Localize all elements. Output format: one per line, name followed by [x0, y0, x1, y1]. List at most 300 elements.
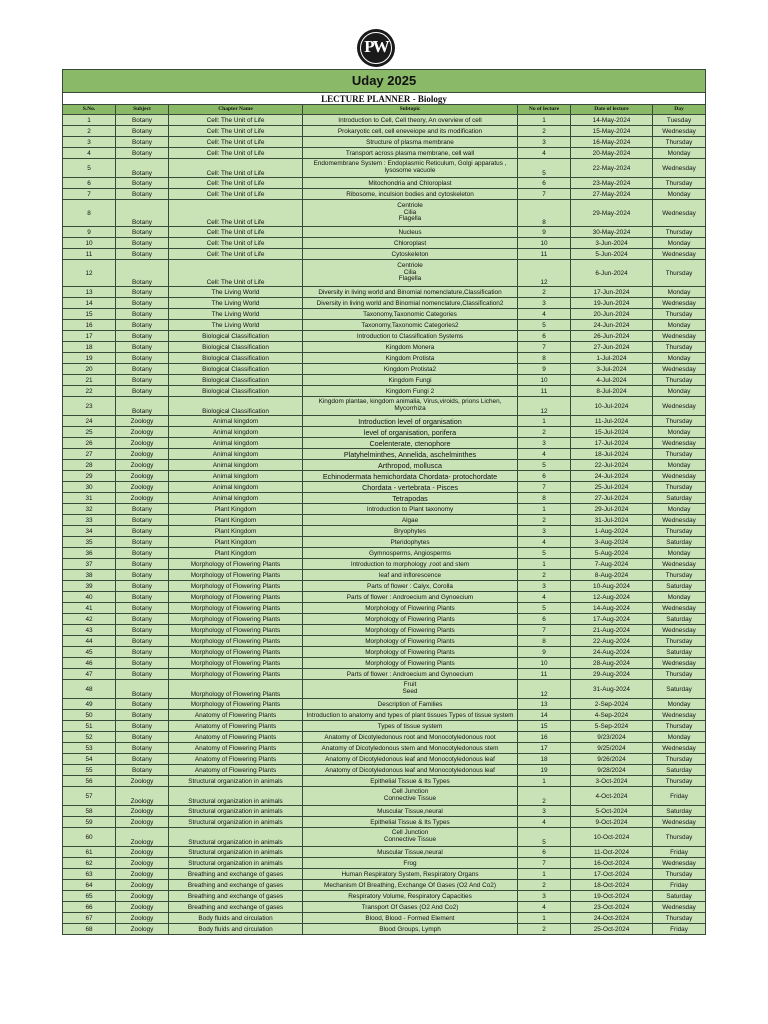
cell-subject: Botany: [116, 397, 169, 416]
cell-lecture-count: 3: [518, 526, 571, 537]
cell-sno: 24: [63, 416, 116, 427]
table-row: [63, 200, 706, 227]
cell-day: Monday: [653, 287, 706, 298]
cell-subject: Zoology: [116, 880, 169, 891]
cell-lecture-count: 4: [518, 902, 571, 913]
cell-lecture-count: 14: [518, 710, 571, 721]
cell-date: 22-Jul-2024: [571, 460, 653, 471]
subtopic-line: Human Respiratory System, Respiratory Organs: [341, 870, 479, 878]
cell-lecture-count: 6: [518, 471, 571, 482]
cell-subtopic: [303, 364, 518, 375]
cell-sno: 25: [63, 427, 116, 438]
cell-subject: Zoology: [116, 460, 169, 471]
cell-date: 9/25/2024: [571, 743, 653, 754]
cell-chapter: Biological Classification: [169, 397, 303, 416]
column-header-sno: S.No.: [63, 105, 116, 115]
cell-subtopic: [303, 159, 518, 178]
cell-chapter: Anatomy of Flowering Plants: [169, 754, 303, 765]
subtopic-line: Connective Tissue: [383, 836, 437, 843]
cell-lecture-count: 10: [518, 658, 571, 669]
cell-day: Wednesday: [653, 200, 706, 227]
cell-sno: 4: [63, 148, 116, 159]
cell-chapter: Structural organization in animals: [169, 817, 303, 828]
cell-sno: 30: [63, 482, 116, 493]
cell-chapter: Cell: The Unit of Life: [169, 260, 303, 287]
column-header-day: Day: [653, 105, 706, 115]
table-row: [63, 438, 706, 449]
cell-day: Monday: [653, 353, 706, 364]
cell-lecture-count: 15: [518, 721, 571, 732]
cell-chapter: Animal kingdom: [169, 460, 303, 471]
cell-chapter: Morphology of Flowering Plants: [169, 636, 303, 647]
cell-subtopic: [303, 754, 518, 765]
cell-subtopic: [303, 847, 518, 858]
cell-chapter: Cell: The Unit of Life: [169, 115, 303, 126]
subtopic-line: Morphology of Flowering Plants: [365, 626, 455, 634]
cell-chapter: Breathing and exchange of gases: [169, 869, 303, 880]
cell-lecture-count: 2: [518, 287, 571, 298]
cell-chapter: Structural organization in animals: [169, 776, 303, 787]
cell-sno: 67: [63, 913, 116, 924]
subtopic-line: Ribosome, inculsion bodies and cytoskeleton: [346, 190, 474, 198]
cell-subject: Botany: [116, 287, 169, 298]
cell-subtopic: [303, 137, 518, 148]
cell-subject: Botany: [116, 614, 169, 625]
cell-sno: 38: [63, 570, 116, 581]
cell-sno: 40: [63, 592, 116, 603]
cell-chapter: Cell: The Unit of Life: [169, 137, 303, 148]
cell-subtopic: [303, 787, 518, 806]
subtopic-line: Cilia: [403, 208, 417, 216]
cell-subtopic: [303, 880, 518, 891]
cell-subject: Zoology: [116, 869, 169, 880]
cell-day: Wednesday: [653, 126, 706, 137]
subtopic-line: Introduction to Classification Systems: [356, 332, 464, 340]
cell-lecture-count: 5: [518, 159, 571, 178]
cell-date: 31-Jul-2024: [571, 515, 653, 526]
cell-subtopic: [303, 375, 518, 386]
table-row: [63, 148, 706, 159]
cell-chapter: Anatomy of Flowering Plants: [169, 765, 303, 776]
cell-subtopic: [303, 115, 518, 126]
table-row: [63, 658, 706, 669]
cell-subtopic: [303, 342, 518, 353]
cell-date: 24-Aug-2024: [571, 647, 653, 658]
table-row: [63, 902, 706, 913]
table-row: [63, 754, 706, 765]
subtopic-line: Mycorrhiza: [394, 405, 426, 412]
cell-subtopic: [303, 515, 518, 526]
cell-chapter: Morphology of Flowering Plants: [169, 647, 303, 658]
table-row: [63, 159, 706, 178]
cell-sno: 54: [63, 754, 116, 765]
cell-subtopic: [303, 309, 518, 320]
subtopic-line: Bryophytes: [394, 527, 426, 535]
cell-lecture-count: 6: [518, 847, 571, 858]
table-row: [63, 847, 706, 858]
cell-lecture-count: 7: [518, 342, 571, 353]
cell-chapter: Structural organization in animals: [169, 847, 303, 858]
cell-lecture-count: 1: [518, 504, 571, 515]
cell-sno: 56: [63, 776, 116, 787]
cell-subtopic: [303, 287, 518, 298]
cell-day: Thursday: [653, 342, 706, 353]
subtopic-line: Introduction level of organisation: [358, 416, 462, 426]
cell-lecture-count: 18: [518, 754, 571, 765]
table-row: [63, 680, 706, 699]
cell-lecture-count: 1: [518, 416, 571, 427]
cell-sno: 37: [63, 559, 116, 570]
table-row: [63, 891, 706, 902]
subtopic-line: Structure of plasma membrane: [366, 138, 454, 146]
cell-lecture-count: 2: [518, 570, 571, 581]
cell-chapter: Morphology of Flowering Plants: [169, 658, 303, 669]
cell-subject: Zoology: [116, 891, 169, 902]
cell-chapter: The Living World: [169, 298, 303, 309]
cell-subject: Botany: [116, 115, 169, 126]
cell-day: Monday: [653, 189, 706, 200]
cell-day: Thursday: [653, 260, 706, 287]
cell-lecture-count: 8: [518, 493, 571, 504]
subtopic-line: Tetrapodas: [392, 493, 428, 503]
cell-subject: Botany: [116, 732, 169, 743]
cell-date: 26-Jun-2024: [571, 331, 653, 342]
cell-sno: 61: [63, 847, 116, 858]
cell-date: 14-Aug-2024: [571, 603, 653, 614]
cell-date: 20-May-2024: [571, 148, 653, 159]
logo-text: PW: [364, 37, 388, 56]
cell-day: Wednesday: [653, 710, 706, 721]
cell-sno: 33: [63, 515, 116, 526]
subtopic-line: Taxonomy,Taxonomic Categories: [363, 310, 457, 318]
subtopic-line: Arthropod, mollusca: [378, 460, 442, 470]
cell-date: 14-May-2024: [571, 115, 653, 126]
subtopic-line: Fruit: [403, 681, 417, 689]
cell-date: 23-May-2024: [571, 178, 653, 189]
subtopic-line: Kingdom Protista2: [383, 365, 437, 373]
cell-subtopic: [303, 891, 518, 902]
cell-day: Thursday: [653, 669, 706, 680]
table-row: [63, 364, 706, 375]
cell-date: 17-Jun-2024: [571, 287, 653, 298]
cell-lecture-count: 3: [518, 438, 571, 449]
planner-title: Uday 2025: [63, 70, 706, 93]
cell-chapter: The Living World: [169, 287, 303, 298]
cell-subject: Botany: [116, 320, 169, 331]
cell-subject: Botany: [116, 592, 169, 603]
cell-date: 17-Jul-2024: [571, 438, 653, 449]
cell-sno: 66: [63, 902, 116, 913]
cell-day: Saturday: [653, 614, 706, 625]
cell-subtopic: [303, 924, 518, 935]
cell-subject: Botany: [116, 353, 169, 364]
cell-subtopic: [303, 625, 518, 636]
table-row: [63, 375, 706, 386]
cell-chapter: Morphology of Flowering Plants: [169, 669, 303, 680]
cell-day: Wednesday: [653, 817, 706, 828]
cell-sno: 6: [63, 178, 116, 189]
cell-day: Monday: [653, 148, 706, 159]
cell-date: 29-Aug-2024: [571, 669, 653, 680]
subtopic-line: Respiratory Volume, Respiratory Capacities: [348, 892, 472, 900]
table-row: [63, 126, 706, 137]
cell-subtopic: [303, 614, 518, 625]
cell-sno: 57: [63, 787, 116, 806]
subtopic-line: Diversity in living world and Binomial nomenclature,Classification2: [316, 299, 504, 307]
table-row: [63, 427, 706, 438]
cell-subtopic: [303, 238, 518, 249]
cell-sno: 48: [63, 680, 116, 699]
cell-day: Wednesday: [653, 438, 706, 449]
cell-chapter: Morphology of Flowering Plants: [169, 592, 303, 603]
cell-lecture-count: 3: [518, 891, 571, 902]
cell-subtopic: [303, 227, 518, 238]
cell-subtopic: [303, 647, 518, 658]
cell-subtopic: [303, 710, 518, 721]
cell-date: 28-Aug-2024: [571, 658, 653, 669]
cell-lecture-count: 3: [518, 137, 571, 148]
table-row: [63, 817, 706, 828]
cell-lecture-count: 7: [518, 189, 571, 200]
cell-subtopic: [303, 126, 518, 137]
cell-chapter: Breathing and exchange of gases: [169, 891, 303, 902]
cell-subject: Botany: [116, 178, 169, 189]
cell-chapter: Animal kingdom: [169, 427, 303, 438]
cell-subject: Botany: [116, 227, 169, 238]
cell-lecture-count: 7: [518, 858, 571, 869]
subtopic-line: Introduction to morphology ,root and stem: [350, 560, 470, 568]
cell-subtopic: [303, 765, 518, 776]
cell-date: 15-May-2024: [571, 126, 653, 137]
cell-chapter: Animal kingdom: [169, 438, 303, 449]
cell-date: 10-Oct-2024: [571, 828, 653, 847]
cell-chapter: Morphology of Flowering Plants: [169, 559, 303, 570]
cell-subtopic: [303, 680, 518, 699]
cell-date: 23-Oct-2024: [571, 902, 653, 913]
table-row: [63, 249, 706, 260]
subtopic-line: Kingdom Protista: [385, 354, 435, 362]
cell-lecture-count: 1: [518, 913, 571, 924]
cell-subject: Zoology: [116, 806, 169, 817]
cell-subject: Botany: [116, 260, 169, 287]
cell-subtopic: [303, 636, 518, 647]
cell-date: 5-Oct-2024: [571, 806, 653, 817]
cell-day: Wednesday: [653, 559, 706, 570]
cell-lecture-count: 17: [518, 743, 571, 754]
cell-chapter: Biological Classification: [169, 386, 303, 397]
subtopic-line: Blood, Blood - Formed Element: [365, 914, 455, 922]
cell-subject: Botany: [116, 603, 169, 614]
cell-chapter: Breathing and exchange of gases: [169, 880, 303, 891]
cell-subtopic: [303, 427, 518, 438]
subtopic-line: Anatomy of Dicotyledonous root and Monocotyledonous root: [324, 733, 496, 741]
cell-day: Thursday: [653, 721, 706, 732]
subtopic-line: Epithelial Tissue & Its Types: [370, 818, 450, 826]
cell-date: 29-May-2024: [571, 200, 653, 227]
cell-day: Wednesday: [653, 249, 706, 260]
table-row: [63, 331, 706, 342]
table-row: [63, 504, 706, 515]
cell-subtopic: [303, 386, 518, 397]
cell-subject: Botany: [116, 249, 169, 260]
cell-day: Thursday: [653, 375, 706, 386]
cell-date: 11-Jul-2024: [571, 416, 653, 427]
subtopic-line: Mechanism Of Breathing, Exchange Of Gases (O2 And Co2): [324, 881, 496, 889]
subtopic-line: Transport Of Gases (O2 And Co2): [361, 903, 459, 911]
cell-lecture-count: 10: [518, 375, 571, 386]
cell-day: Friday: [653, 847, 706, 858]
cell-chapter: Structural organization in animals: [169, 828, 303, 847]
cell-date: 9/28/2024: [571, 765, 653, 776]
subtopic-line: Echinodermata hemichordata Chordata- protochordate: [322, 471, 498, 481]
cell-sno: 7: [63, 189, 116, 200]
cell-chapter: Animal kingdom: [169, 482, 303, 493]
subtopic-line: leaf and inflorescence: [378, 571, 442, 579]
cell-lecture-count: 2: [518, 427, 571, 438]
cell-day: Monday: [653, 386, 706, 397]
cell-sno: 52: [63, 732, 116, 743]
cell-date: 3-Oct-2024: [571, 776, 653, 787]
cell-sno: 1: [63, 115, 116, 126]
cell-date: 2-Sep-2024: [571, 699, 653, 710]
cell-chapter: The Living World: [169, 309, 303, 320]
cell-day: Monday: [653, 504, 706, 515]
cell-chapter: Plant Kingdom: [169, 515, 303, 526]
table-row: [63, 559, 706, 570]
cell-chapter: Cell: The Unit of Life: [169, 249, 303, 260]
cell-sno: 5: [63, 159, 116, 178]
cell-day: Wednesday: [653, 625, 706, 636]
cell-subject: Botany: [116, 200, 169, 227]
table-row: [63, 581, 706, 592]
cell-chapter: Cell: The Unit of Life: [169, 148, 303, 159]
subtopic-line: Chloroplast: [393, 239, 427, 247]
subtopic-line: Chordata - vertebrata - Pisces: [362, 482, 458, 492]
cell-subject: Botany: [116, 647, 169, 658]
cell-sno: 16: [63, 320, 116, 331]
subtopic-line: Kingdom Monera: [385, 343, 435, 351]
cell-subject: Botany: [116, 159, 169, 178]
planner-subtitle: LECTURE PLANNER - Biology: [63, 93, 706, 105]
subtopic-line: Gymnosperms, Angiosperms: [368, 549, 452, 557]
cell-day: Wednesday: [653, 858, 706, 869]
cell-date: 12-Aug-2024: [571, 592, 653, 603]
cell-subtopic: [303, 828, 518, 847]
cell-subtopic: [303, 526, 518, 537]
cell-subject: Botany: [116, 386, 169, 397]
cell-sno: 31: [63, 493, 116, 504]
cell-sno: 60: [63, 828, 116, 847]
table-row: [63, 570, 706, 581]
cell-chapter: Animal kingdom: [169, 471, 303, 482]
cell-subtopic: [303, 200, 518, 227]
cell-subtopic: [303, 699, 518, 710]
table-row: [63, 806, 706, 817]
cell-subject: Botany: [116, 309, 169, 320]
subtopic-line: Description of Families: [377, 700, 443, 708]
cell-subject: Zoology: [116, 913, 169, 924]
cell-subtopic: [303, 603, 518, 614]
cell-lecture-count: 5: [518, 460, 571, 471]
cell-day: Monday: [653, 238, 706, 249]
subtopic-line: Connective Tissue: [383, 795, 437, 802]
cell-subtopic: [303, 460, 518, 471]
cell-date: 21-Aug-2024: [571, 625, 653, 636]
cell-lecture-count: 2: [518, 924, 571, 935]
cell-date: 19-Oct-2024: [571, 891, 653, 902]
cell-date: 1-Aug-2024: [571, 526, 653, 537]
cell-date: 7-Aug-2024: [571, 559, 653, 570]
cell-day: Thursday: [653, 570, 706, 581]
cell-date: 17-Oct-2024: [571, 869, 653, 880]
cell-day: Wednesday: [653, 471, 706, 482]
cell-day: Thursday: [653, 526, 706, 537]
subtopic-line: Epithelial Tissue & Its Types: [370, 777, 450, 785]
cell-sno: 27: [63, 449, 116, 460]
cell-day: Thursday: [653, 137, 706, 148]
cell-lecture-count: 3: [518, 581, 571, 592]
cell-subject: Botany: [116, 581, 169, 592]
cell-date: 16-Oct-2024: [571, 858, 653, 869]
subtopic-line: Taxonomy,Taxonomic Categories2: [361, 321, 459, 329]
cell-day: Thursday: [653, 869, 706, 880]
cell-chapter: Morphology of Flowering Plants: [169, 699, 303, 710]
cell-date: 16-May-2024: [571, 137, 653, 148]
cell-sno: 32: [63, 504, 116, 515]
cell-day: Thursday: [653, 776, 706, 787]
cell-sno: 58: [63, 806, 116, 817]
cell-sno: 35: [63, 537, 116, 548]
cell-day: Monday: [653, 427, 706, 438]
subtopic-line: Anatomy of Dicotyledonous leaf and Monocotyledonous leaf: [325, 766, 495, 774]
cell-sno: 53: [63, 743, 116, 754]
table-row: [63, 537, 706, 548]
table-row: [63, 743, 706, 754]
cell-date: 11-Oct-2024: [571, 847, 653, 858]
table-row: [63, 287, 706, 298]
cell-day: Wednesday: [653, 364, 706, 375]
cell-chapter: Structural organization in animals: [169, 787, 303, 806]
cell-chapter: Structural organization in animals: [169, 858, 303, 869]
cell-subtopic: [303, 504, 518, 515]
cell-subtopic: [303, 858, 518, 869]
table-row: [63, 137, 706, 148]
cell-sno: 14: [63, 298, 116, 309]
table-row: [63, 178, 706, 189]
cell-day: Saturday: [653, 765, 706, 776]
cell-lecture-count: 4: [518, 309, 571, 320]
cell-lecture-count: 1: [518, 869, 571, 880]
cell-lecture-count: 12: [518, 680, 571, 699]
cell-date: 30-May-2024: [571, 227, 653, 238]
cell-sno: 47: [63, 669, 116, 680]
cell-day: Saturday: [653, 680, 706, 699]
cell-day: Friday: [653, 787, 706, 806]
table-row: [63, 647, 706, 658]
cell-day: Thursday: [653, 178, 706, 189]
cell-subtopic: [303, 721, 518, 732]
cell-subtopic: [303, 482, 518, 493]
cell-sno: 42: [63, 614, 116, 625]
cell-sno: 62: [63, 858, 116, 869]
cell-lecture-count: 5: [518, 603, 571, 614]
cell-sno: 12: [63, 260, 116, 287]
cell-subtopic: [303, 471, 518, 482]
cell-sno: 64: [63, 880, 116, 891]
cell-sno: 28: [63, 460, 116, 471]
cell-subject: Botany: [116, 625, 169, 636]
cell-subject: Zoology: [116, 482, 169, 493]
